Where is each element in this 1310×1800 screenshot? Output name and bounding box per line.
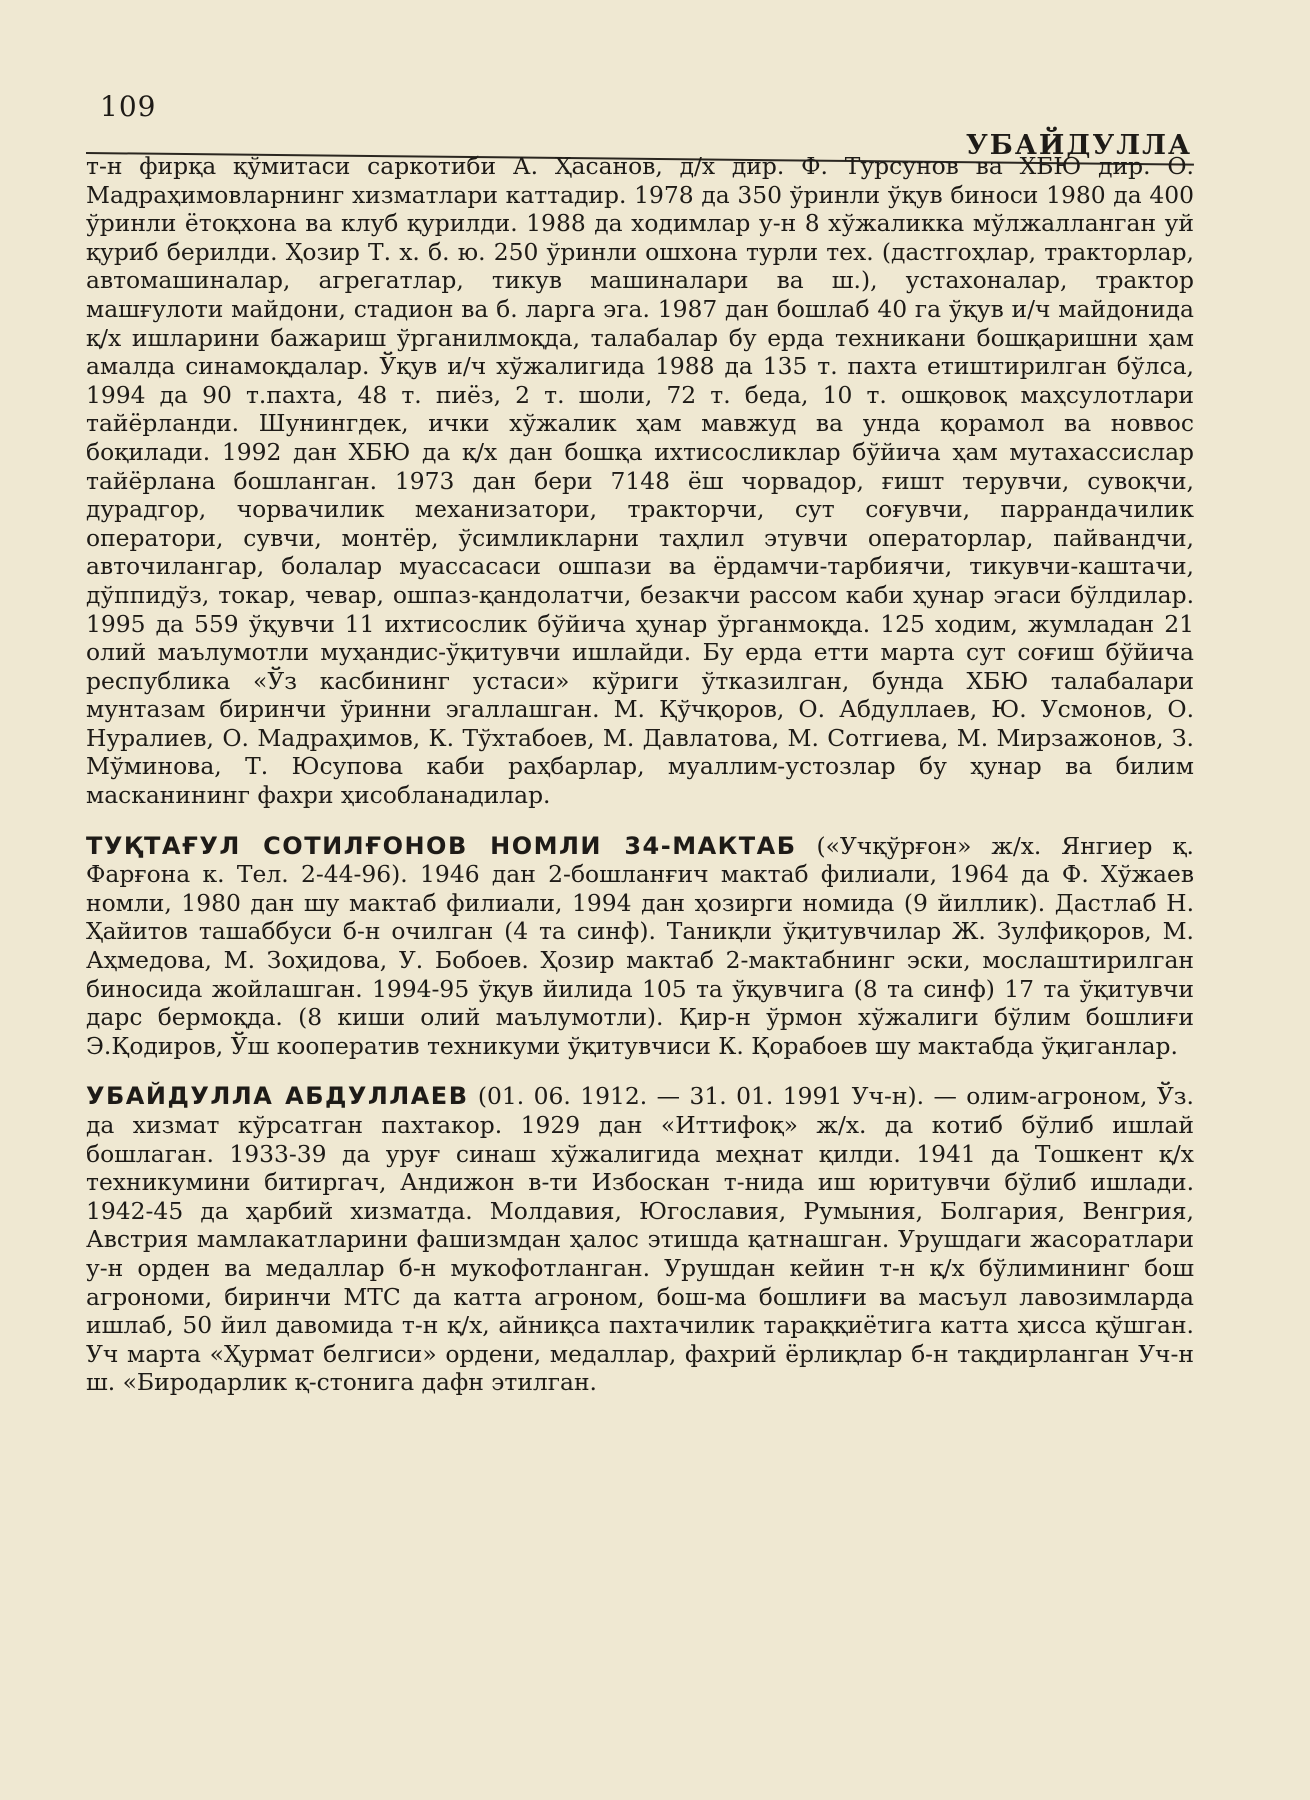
article-ubaydulla-abdullaev: [86, 1082, 1194, 1397]
article-text: [86, 832, 1194, 1061]
article-continued: [86, 152, 1194, 810]
article-body: (01. 06. 1912. — 31. 01. 1991 Уч-н). — олим-агроном, Ўз. да хизмат кўрсатган пахтакор. 1929 дан «Иттифоқ» ж/х. да котиб бўлиб ишлай бошлаган. 1933-39 да уруғ синаш хўжалигида меҳнат қилди. 1941 да Тошкент қ/х техникумини битиргач, Андижон в-ти Избоскан т-нида иш юритувчи бўлиб ишлади. 1942-45 да ҳарбий хизматда. Молдавия, Югославия, Румыния, Болгария, Венгрия, Австрия мамлакатларини фашизмдан ҳалос этишда қатнашган. Урушдаги жасоратлари у-н орден ва медаллар б-н мукофотланган. Урушдан кейин т-н қ/х бўлимининг бош агрономи, биринчи МТС да катта агроном, бош-ма бошлиғи ва масъул лавозимларда ишлаб, 50 йил давомида т-н қ/х, айниқса пахтачилик тараққиётига катта ҳисса қўшган. Уч марта «Ҳурмат белгиси» ордени, медаллар, фахрий ёрлиқлар б-н тақдирланган Уч-н ш. «Биродарлик қ-стонига дафн этилган.: [86, 1082, 1194, 1397]
page-number: 109: [100, 90, 157, 123]
article-headword: УБАЙДУЛЛА АБДУЛЛАЕВ: [86, 1082, 469, 1111]
article-body: т-н фирқа қўмитаси саркотиби А. Ҳасанов, д/х дир. Ф. Турсунов ва ХБЮ дир. О. Мадраҳимовларнинг хизматлари каттадир. 1978 да 350 ўринли ўқув биноси 1980 да 400 ўринли ётоқхона ва клуб қурилди. 1988 да ходимлар у-н 8 хўжаликка мўлжалланган уй қуриб берилди. Ҳозир Т. х. б. ю. 250 ўринли ошхона турли тех. (дастгоҳлар, тракторлар, автомашиналар, агрегатлар, тикув машиналари ва ш.), устахоналар, трактор машғулоти майдони, стадион ва б. ларга эга. 1987 дан бошлаб 40 га ўқув и/ч майдонида қ/х ишларини бажариш ўрганилмоқда, талабалар бу ерда техникани бошқаришни ҳам амалда синамоқдалар. Ўқув и/ч хўжалигида 1988 да 135 т. пахта етиштирилган бўлса, 1994 да 90 т.пахта, 48 т. пиёз, 2 т. шоли, 72 т. беда, 10 т. ошқовоқ маҳсулотлари тайёрланди. Шунингдек, ички хўжалик ҳам мавжуд ва унда қорамол ва новвос боқилади. 1992 дан ХБЮ да қ/х дан бошқа ихтисосликлар бўйича ҳам мутахассислар тайёрлана бошланган. 1973 дан бери 7148 ёш чорвадор, ғишт терувчи, сувоқчи, дурадгор, чорвачилик механизатори, тракторчи, сут соғувчи, паррандачилик оператори, сувчи, монтёр, ўсимликларни таҳлил этувчи операторлар, пайвандчи, авточилангар, болалар муассасаси ошпази ва ёрдамчи-тарбиячи, тикувчи-каштачи, дўппидўз, токар, чевар, ошпаз-қандолатчи, безакчи рассом каби ҳунар эгаси бўлдилар. 1995 да 559 ўқувчи 11 ихтисослик бўйича ҳунар ўрганмоқда. 125 ходим, жумладан 21 олий маълумотли муҳандис-ўқитувчи ишлайди. Бу ерда етти марта сут соғиш бўйича республика «Ўз касбининг устаси» кўриги ўтказилган, бунда ХБЮ талабалари мунтазам биринчи ўринни эгаллашган. М. Қўчқоров, О. Абдуллаев, Ю. Усмонов, О. Нуралиев, О. Мадраҳимов, К. Тўхтабоев, М. Давлатова, М. Сотгиева, М. Мирзажонов, З. Мўминова, Т. Юсупова каби раҳбарлар, муаллим-устозлар бу ҳунар ва билим масканининг фахри ҳисобланадилар.: [86, 152, 1194, 810]
article-school-34: [86, 832, 1194, 1061]
article-text: [86, 152, 1194, 810]
page-body: [86, 152, 1194, 1408]
article-body: («Учқўрғон» ж/х. Янгиер қ. Фарғона к. Тел. 2-44-96). 1946 дан 2-бошланғич мактаб филиали, 1964 да Ф. Хўжаев номли, 1980 дан шу мактаб филиали, 1994 дан ҳозирги номида (9 йиллик). Дастлаб Н. Ҳайитов ташаббуси б-н очилган (4 та синф). Таниқли ўқитувчилар Ж. Зулфиқоров, М. Аҳмедова, М. Зоҳидова, У. Бобоев. Ҳозир мактаб 2-мактабнинг эски, мослаштирилган биносида жойлашган. 1994-95 ўқув йилида 105 та ўқувчига (8 та синф) 17 та ўқитувчи дарс бермоқда. (8 киши олий маълумотли). Қир-н ўрмон хўжалиги бўлим бошлиғи Э.Қодиров, Ўш кооператив техникуми ўқитувчиси К. Қорабоев шу мактабда ўқиганлар.: [86, 831, 1194, 1060]
article-headword: ТУҚТАҒУЛ СОТИЛҒОНОВ НОМЛИ 34-МАКТАБ: [86, 831, 797, 860]
article-text: [86, 1082, 1194, 1397]
running-head: УБАЙДУЛЛА: [965, 130, 1192, 161]
